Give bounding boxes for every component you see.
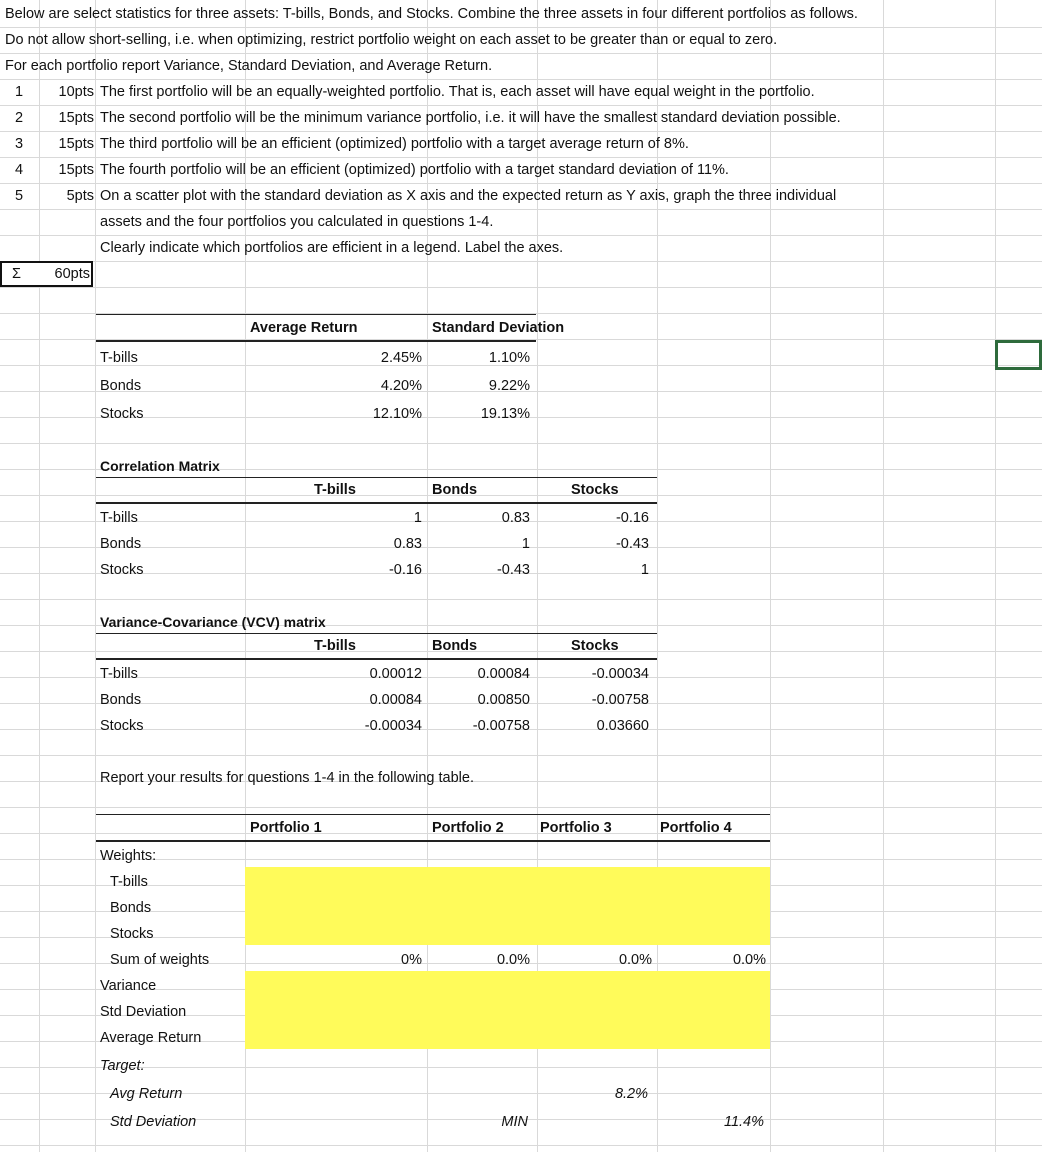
- weights-label: Weights:: [100, 848, 157, 864]
- stats-asset-label: Bonds: [100, 378, 142, 394]
- corr-value: -0.16: [388, 562, 422, 578]
- stats-std-deviation: 9.22%: [488, 378, 530, 394]
- vcv-row-label: Stocks: [100, 718, 144, 734]
- stats-average-return: 4.20%: [380, 378, 422, 394]
- corr-header-rule: [96, 502, 657, 504]
- vcv-value: 0.03660: [596, 718, 649, 734]
- target-std-deviation-p4: 11.4%: [723, 1114, 764, 1130]
- question-number: 3: [14, 136, 24, 152]
- corr-col-header: Stocks: [571, 482, 619, 498]
- vcv-value: 0.00850: [477, 692, 530, 708]
- question-text: The fourth portfolio will be an efficient (optimized) portfolio with a target standard deviation of 11%.: [100, 162, 729, 178]
- portfolio-header: Portfolio 1: [250, 820, 322, 836]
- instruction-line-2: Do not allow short-selling, i.e. when optimizing, restrict portfolio weight on each asset to be greater than or equal to zero.: [5, 32, 778, 48]
- target-label: Target:: [100, 1058, 145, 1074]
- vcv-col-header: Stocks: [571, 638, 619, 654]
- question-text: On a scatter plot with the standard deviation as X axis and the expected return as Y axis, graph the three individual: [100, 188, 837, 204]
- portfolio-header: Portfolio 4: [660, 820, 732, 836]
- target-std-deviation-label: Std Deviation: [110, 1114, 197, 1130]
- corr-value: -0.16: [615, 510, 649, 526]
- target-avg-return-p3: 8.2%: [614, 1086, 648, 1102]
- instruction-line-1: Below are select statistics for three assets: T-bills, Bonds, and Stocks. Combine the three assets in four different portfolios as follows.: [5, 6, 858, 22]
- question-text: The third portfolio will be an efficient (optimized) portfolio with a target average return of 8%.: [100, 136, 689, 152]
- question-points: 5pts: [66, 188, 94, 204]
- stats-header-average-return: Average Return: [250, 320, 358, 336]
- vcv-matrix-title: Variance-Covariance (VCV) matrix: [100, 614, 326, 630]
- corr-row-label: Stocks: [100, 562, 144, 578]
- portfolio-header: Portfolio 3: [540, 820, 612, 836]
- corr-col-header: T-bills: [314, 482, 356, 498]
- question-points: 15pts: [58, 110, 94, 126]
- selected-cell[interactable]: [995, 340, 1042, 370]
- vcv-value: -0.00034: [591, 666, 649, 682]
- question-text: The second portfolio will be the minimum variance portfolio, i.e. it will have the smallest standard deviation possible.: [100, 110, 841, 126]
- corr-value: 1: [521, 536, 530, 552]
- results-header-rule: [96, 840, 770, 842]
- question-text-continued: Clearly indicate which portfolios are efficient in a legend. Label the axes.: [100, 240, 564, 256]
- sum-icon: Σ: [12, 266, 21, 282]
- correlation-matrix-title: Correlation Matrix: [100, 458, 220, 474]
- stats-average-return: 12.10%: [372, 406, 422, 422]
- stats-std-deviation: 1.10%: [488, 350, 530, 366]
- question-number: 5: [14, 188, 24, 204]
- sum-of-weights-label: Sum of weights: [110, 952, 210, 968]
- vcv-value: -0.00034: [364, 718, 422, 734]
- question-number: 4: [14, 162, 24, 178]
- question-points: 10pts: [58, 84, 94, 100]
- weight-row-label: Stocks: [110, 926, 154, 942]
- corr-col-header: Bonds: [432, 482, 478, 498]
- vcv-value: 0.00084: [477, 666, 530, 682]
- question-text: The first portfolio will be an equally-weighted portfolio. That is, each asset will have equal weight in the portfolio.: [100, 84, 815, 100]
- stats-input-area[interactable]: [245, 971, 770, 1049]
- corr-value: -0.43: [496, 562, 530, 578]
- total-points-cell[interactable]: [0, 261, 93, 287]
- corr-value: -0.43: [615, 536, 649, 552]
- result-row-label: Average Return: [100, 1030, 202, 1046]
- vcv-value: 0.00012: [369, 666, 422, 682]
- target-std-deviation-p2: MIN: [501, 1114, 528, 1130]
- corr-row-label: T-bills: [100, 510, 138, 526]
- sum-of-weights-value: 0.0%: [496, 952, 530, 968]
- stats-asset-label: T-bills: [100, 350, 138, 366]
- total-points: 60pts: [54, 266, 90, 282]
- results-intro: Report your results for questions 1-4 in the following table.: [100, 770, 474, 786]
- sum-of-weights-value: 0.0%: [732, 952, 766, 968]
- question-points: 15pts: [58, 162, 94, 178]
- weight-row-label: Bonds: [110, 900, 152, 916]
- vcv-row-label: Bonds: [100, 692, 142, 708]
- vcv-value: -0.00758: [472, 718, 530, 734]
- weight-row-label: T-bills: [110, 874, 148, 890]
- stats-header-rule: [96, 340, 536, 342]
- vcv-col-header: T-bills: [314, 638, 356, 654]
- stats-header-std-deviation: Standard Deviation: [432, 320, 565, 336]
- vcv-value: 0.00084: [369, 692, 422, 708]
- result-row-label: Std Deviation: [100, 1004, 187, 1020]
- vcv-value: -0.00758: [591, 692, 649, 708]
- weights-input-area[interactable]: [245, 867, 770, 945]
- sum-of-weights-value: 0%: [401, 952, 422, 968]
- corr-row-label: Bonds: [100, 536, 142, 552]
- question-number: 2: [14, 110, 24, 126]
- corr-value: 1: [413, 510, 422, 526]
- question-points: 15pts: [58, 136, 94, 152]
- vcv-col-header: Bonds: [432, 638, 478, 654]
- portfolio-header: Portfolio 2: [432, 820, 504, 836]
- sum-of-weights-value: 0.0%: [618, 952, 652, 968]
- stats-average-return: 2.45%: [380, 350, 422, 366]
- vcv-row-label: T-bills: [100, 666, 138, 682]
- vcv-header-rule: [96, 658, 657, 660]
- question-number: 1: [14, 84, 24, 100]
- corr-value: 0.83: [393, 536, 422, 552]
- stats-std-deviation: 19.13%: [480, 406, 530, 422]
- result-row-label: Variance: [100, 978, 157, 994]
- corr-value: 0.83: [501, 510, 530, 526]
- instruction-line-3: For each portfolio report Variance, Standard Deviation, and Average Return.: [5, 58, 493, 74]
- target-avg-return-label: Avg Return: [110, 1086, 183, 1102]
- corr-value: 1: [640, 562, 649, 578]
- stats-asset-label: Stocks: [100, 406, 144, 422]
- question-text-continued: assets and the four portfolios you calculated in questions 1-4.: [100, 214, 494, 230]
